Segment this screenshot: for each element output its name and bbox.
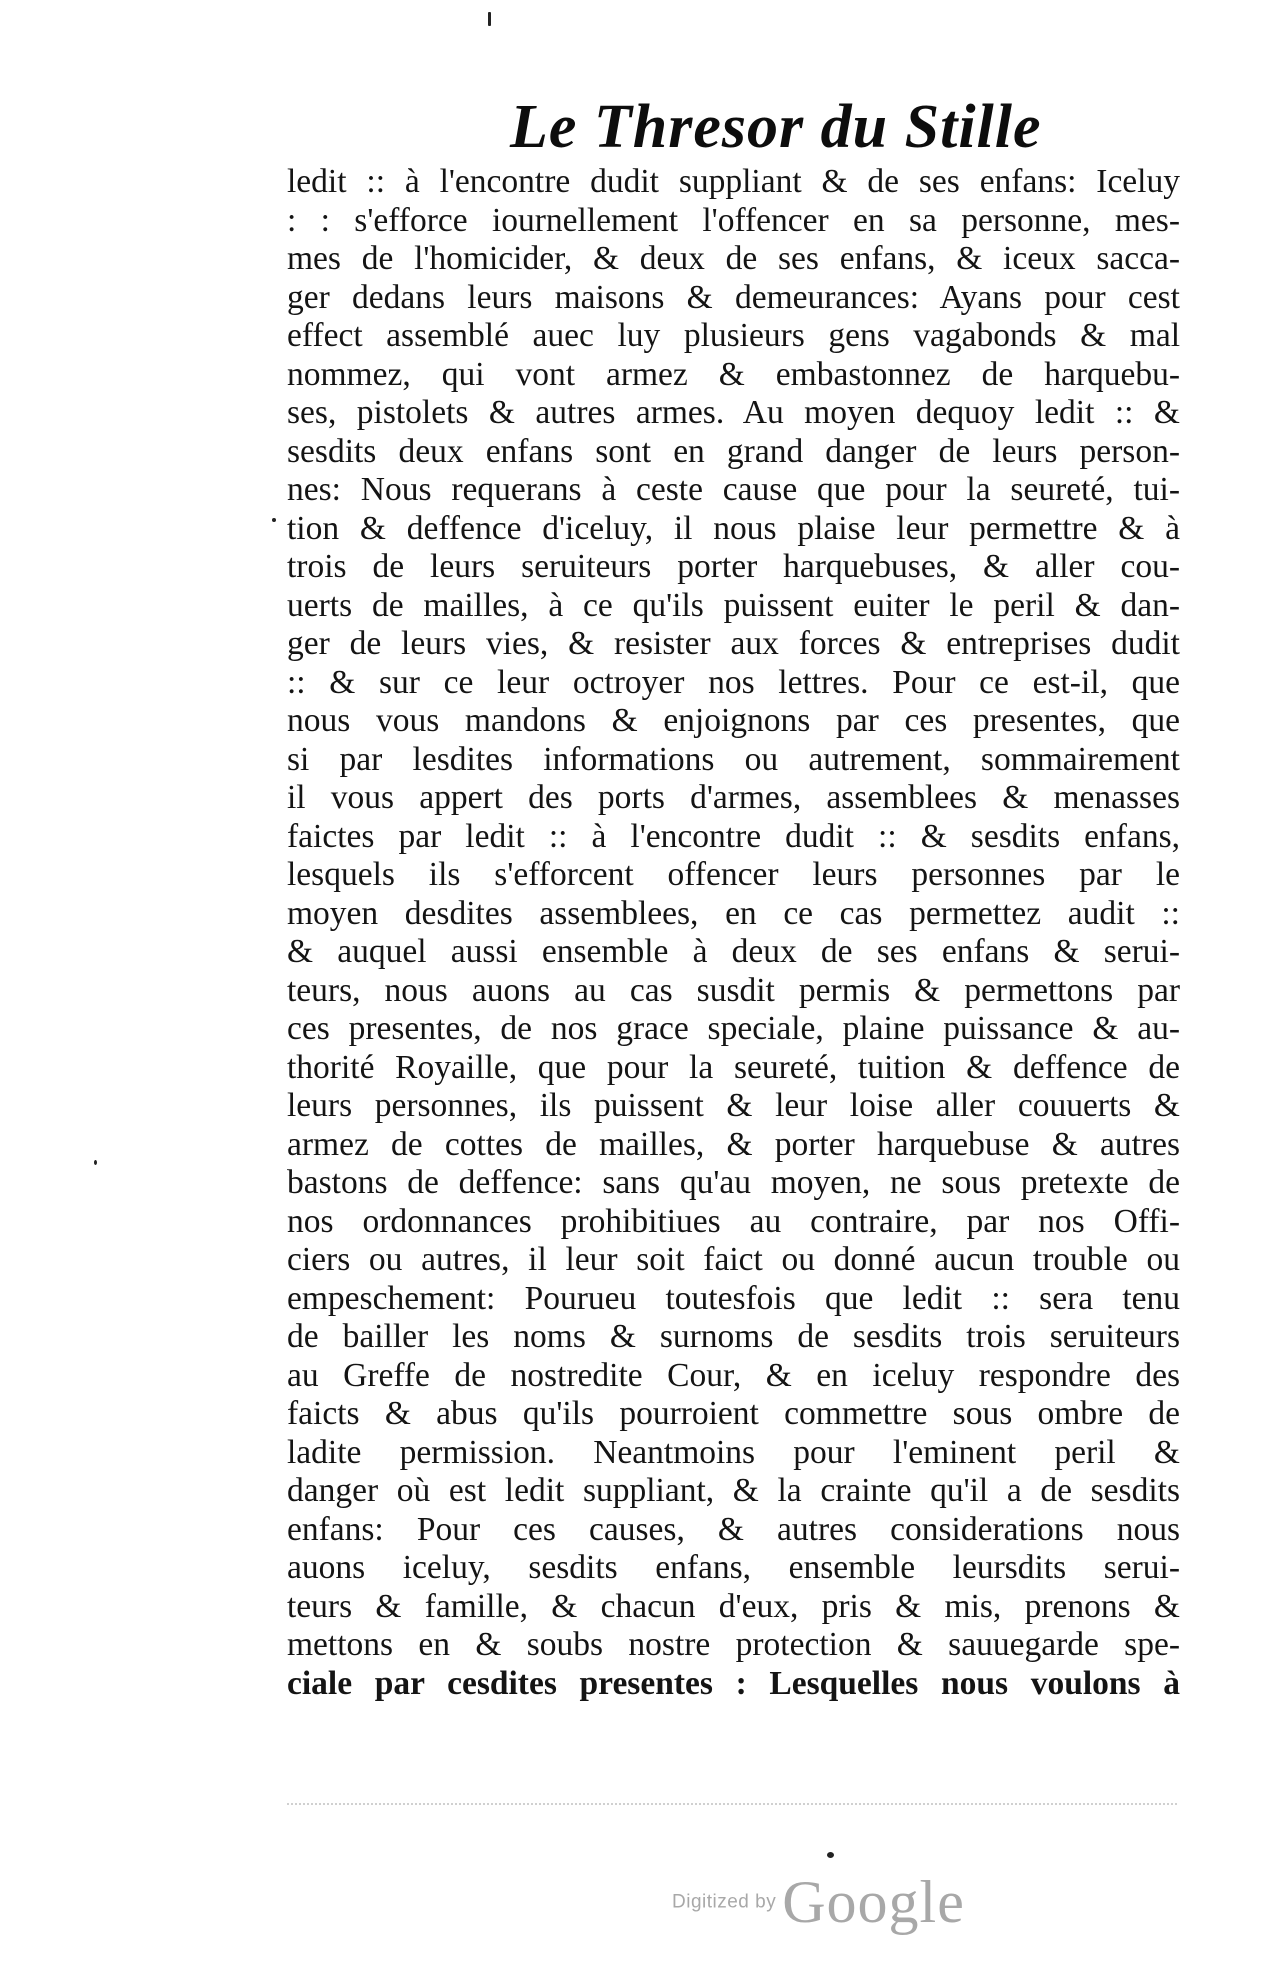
text-block (287, 163, 1180, 1703)
text-line: uerts de mailles, à ce qu'ils puissent euiter le peril & dan- (287, 586, 1180, 624)
text-line: nos ordonnances prohibitiues au contraire, par nos Offi- (287, 1202, 1180, 1240)
text-line: nes: Nous requerans à ceste cause que pour la seureté, tui- (287, 471, 1180, 508)
text-line: bastons de deffence: sans qu'au moyen, ne sous pretexte de (287, 1164, 1180, 1201)
text-line: danger où est ledit suppliant, & la crainte qu'il a de sesdits (287, 1472, 1180, 1509)
ink-speck (827, 1852, 834, 1858)
ink-speck (272, 518, 276, 522)
text-line: teurs & famille, & chacun d'eux, pris & mis, prenons & (287, 1587, 1180, 1625)
print-noise-rule (287, 1803, 1177, 1813)
text-line: ces presentes, de nos grace speciale, plaine puissance & au- (287, 1010, 1180, 1047)
text-line: :: & sur ce leur octroyer nos lettres. Pour ce est-il, que (287, 663, 1180, 701)
text-line: & auquel aussi ensemble à deux de ses enfans & serui- (287, 933, 1180, 970)
text-line: ladite permission. Neantmoins pour l'eminent peril & (287, 1433, 1180, 1471)
text-line: tion & deffence d'iceluy, il nous plaise leur permettre & à (287, 509, 1180, 547)
text-line: enfans: Pour ces causes, & autres considerations nous (287, 1510, 1180, 1548)
text-line: ciers ou autres, il leur soit faict ou donné aucun trouble ou (287, 1241, 1180, 1278)
text-line: moyen desdites assemblees, en ce cas permettez audit :: (287, 894, 1180, 932)
running-head: Le Thresor du Stille (510, 93, 1042, 161)
text-line: il vous appert des ports d'armes, assemblees & menasses (287, 779, 1180, 816)
text-line: ger de leurs vies, & resister aux forces & entreprises dudit (287, 625, 1180, 662)
text-line: mes de l'homicider, & deux de ses enfans, & iceux sacca- (287, 240, 1180, 277)
text-line: au Greffe de nostredite Cour, & en iceluy respondre des (287, 1356, 1180, 1394)
digitization-watermark (672, 1868, 1012, 1938)
text-line: faicts & abus qu'ils pourroient commettre sous ombre de (287, 1395, 1180, 1432)
text-line: ger dedans leurs maisons & demeurances: Ayans pour cest (287, 278, 1180, 316)
text-line: sesdits deux enfans sont en grand danger de leurs person- (287, 432, 1180, 470)
text-line: nommez, qui vont armez & embastonnez de harquebu- (287, 355, 1180, 393)
text-line: nous vous mandons & enjoignons par ces presentes, que (287, 702, 1180, 739)
text-line: leurs personnes, ils puissent & leur loise aller couuerts & (287, 1087, 1180, 1124)
text-line: trois de leurs seruiteurs porter harquebuses, & aller cou- (287, 548, 1180, 585)
text-line: faictes par ledit :: à l'encontre dudit :: & sesdits enfans, (287, 817, 1180, 855)
ink-speck (94, 1160, 97, 1165)
text-line: thorité Royaille, que pour la seureté, tuition & deffence de (287, 1048, 1180, 1086)
text-line: mettons en & soubs nostre protection & sauuegarde spe- (287, 1626, 1180, 1663)
text-line: effect assemblé auec luy plusieurs gens vagabonds & mal (287, 317, 1180, 354)
text-line: ledit :: à l'encontre dudit suppliant & de ses enfans: Iceluy (287, 163, 1180, 200)
text-line: de bailler les noms & surnoms de sesdits trois seruiteurs (287, 1318, 1180, 1355)
ink-speck (488, 12, 491, 26)
text-line: armez de cottes de mailles, & porter harquebuse & autres (287, 1125, 1180, 1163)
text-line: empeschement: Pourueu toutesfois que ledit :: sera tenu (287, 1279, 1180, 1317)
watermark-digitized-by: Digitized by (672, 1891, 777, 1913)
text-line: : : s'efforce iournellement l'offencer en sa personne, mes- (287, 201, 1180, 239)
text-line: si par lesdites informations ou autrement, sommairement (287, 740, 1180, 778)
watermark-brand: Google (782, 1869, 965, 1935)
text-line: ciale par cesdites presentes : Lesquelles nous voulons à (287, 1664, 1180, 1702)
text-line: auons iceluy, sesdits enfans, ensemble leursdits serui- (287, 1549, 1180, 1586)
text-line: ses, pistolets & autres armes. Au moyen dequoy ledit :: & (287, 394, 1180, 431)
text-line: lesquels ils s'efforcent offencer leurs personnes par le (287, 856, 1180, 893)
text-line: teurs, nous auons au cas susdit permis & permettons par (287, 971, 1180, 1009)
